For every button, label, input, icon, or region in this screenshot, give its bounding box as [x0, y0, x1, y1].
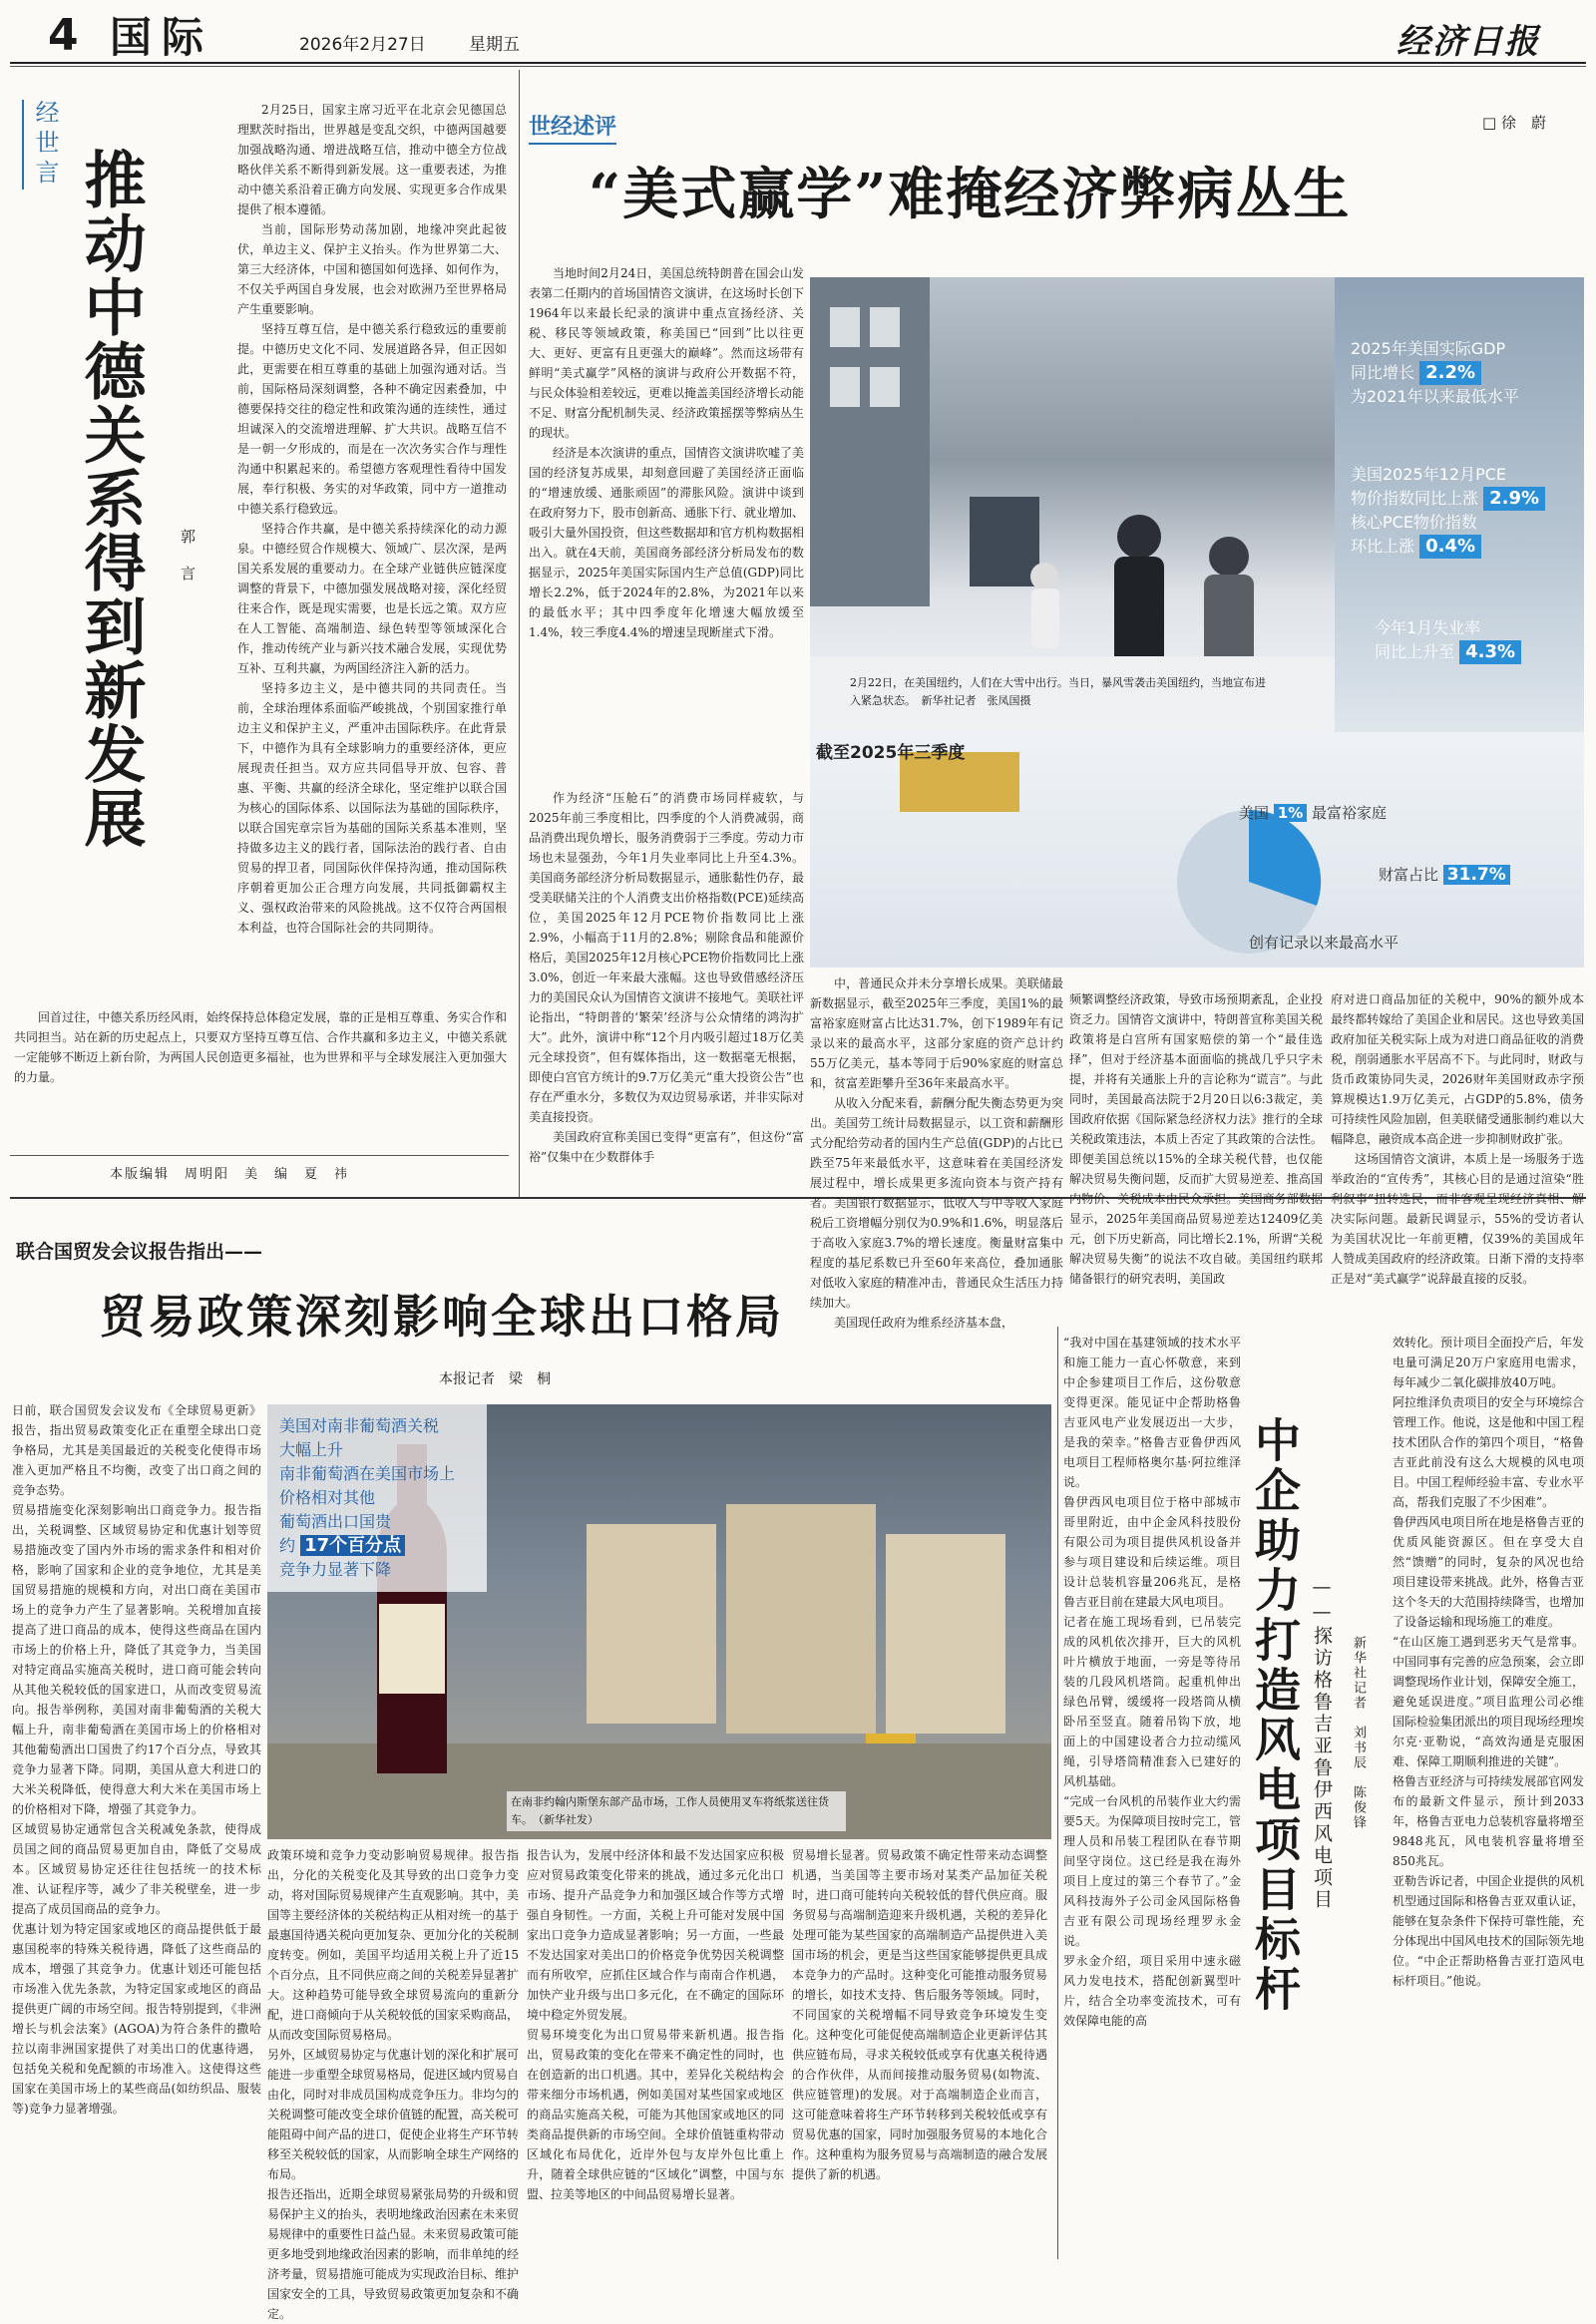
energy-subtitle: ——探访格鲁吉亚鲁伊西风电项目 — [1311, 1576, 1333, 1911]
gdp-stat: 2025年美国实际GDP 同比增长 2.2% 为2021年以来最低水平 — [1351, 339, 1519, 406]
feature-body-col1b — [529, 788, 804, 1197]
page-number: 4 — [48, 10, 79, 61]
wealth-pie-chart — [810, 732, 1584, 968]
wealth-record: 创有记录以来最高水平 — [1249, 934, 1399, 952]
energy-title: 中企助力打造风电项目标杆 — [1248, 1416, 1302, 2015]
energy-body-col1: “我对中国在基建领域的技术水平和施工能力一直心怀敬意，来到中企参建项目工作后，这份敬意变得更深。能见证中企帮助格鲁吉亚风电产业发展迈出一大步，是我的荣幸。”格鲁吉亚鲁伊西风电项目工程师格奥尔基·阿拉维泽说。 鲁伊西风电项目位于格中部城市哥里附近，由中企金风科技股份有限公司为项目提供风机设备并参与项目建设和后续运维。项目设计总装机容量206兆瓦，是格鲁吉亚目前在建最大风电项目。 记者在施工现场看到，已吊装完成的风机依次排开，巨大的风机叶片横放于地面，一旁是等待吊装的几段风机塔筒。起重机伸出绿色吊臂，缓缓将一段塔筒从横卧吊至竖直。随着吊钩下放，地面上的中国建设者合力拉动缆风绳，引导塔筒精准套入已建好的风机基础。 “完成一台风机的吊装作业大约需要5天。为保障项目按时完工，管理人员和吊装工程团队在春节期间坚守岗位。这已经是我在海外项目上度过的第三个春节了。”金风科技海外子公司金风国际格鲁吉亚有限公司现场经理罗永金说。 罗永金介绍，项目采用中速永磁风力发电技术，搭配创新翼型叶片，结合全功率变流技术，可有效保障电能的高 — [1063, 1336, 1241, 2028]
editors-credit: 本版编辑 周明阳 美 编 夏 祎 — [110, 1167, 350, 1182]
wealth-top-label: 美国 1% 最富裕家庭 — [1239, 804, 1388, 822]
wine-gap-value: 17个百分点 — [300, 1535, 405, 1556]
trade-title: 贸易政策深刻影响全球出口格局 — [100, 1290, 784, 1344]
feature-body-col3 — [1069, 989, 1323, 1325]
economy-infographic — [1335, 277, 1584, 732]
unemployment-stat: 今年1月失业率 同比上升至 4.3% — [1375, 616, 1521, 664]
pce-stat: 美国2025年12月PCE 物价指数同比上涨 2.9% 核心PCE物价指数 环比上涨 0.4% — [1351, 463, 1545, 559]
feature-paragraph: 作为经济“压舱石”的消费市场同样疲软，与2025年前三季度相比，四季度的个人消费减弱，商品消费出现负增长，服务消费弱于三季度。劳动力市场也未显强劲，今年1月失业率同比上升至4.3%。美国商务部经济分析局数据显示，通胀黏性仍存，最受美联储关注的个人消费支出价格指数(PCE)延续高位，美国2025年12月PCE物价指数同比上涨2.9%，小幅高于11月的2.8%；剔除食品和能源价格后，美国2025年12月核心PCE物价指数同比上涨3.0%，创近一年来最大涨幅。这也导致借感经济压力的美国民众认为国情咨文演讲不接地气。美联社评论指出，“特朗普的‘繁荣’经济与公众情绪的鸿沟扩大”。此外，演讲中称“12个月内吸引超过18万亿美元全球投资”，但有媒体指出，这一数据毫无根据，即使白宫官方统计的9.7万亿美元“重大投资公告”也存在严重水分，多数仅为双边贸易承诺，并非实际对美直接投资。 — [529, 791, 805, 1124]
feature-paragraph: 美国政府宣称美国已变得“更富有”，但这份“富裕”仅集中在少数群体手 — [529, 1130, 804, 1164]
section-title: 国际 — [110, 13, 214, 62]
wealth-share: 财富占比 31.7% — [1379, 864, 1510, 885]
trade-body-col4: 贸易增长显著。贸易政策不确定性带来动态调整机遇，当美国等主要市场对某类产品加征关税时，进口商可能转向关税较低的替代供应商。服务贸易与高端制造迎来升级机遇，关税的差异化处理可能为某些国家的高端制造产品提供进入美国市场的机会，更是当这些国家能够提供更具成本竞争力的产品时。这种变化可能推动服务贸易的增长，如技术支持、售后服务等领域。同时，不同国家的关税增幅不同导致竞争环境发生变化。这种变化可能促使高端制造企业更新评估其供应链布局，寻求关税较低或享有优惠关税待遇的合作伙伴，从而间接推动服务贸易(如物流、供应链管理)的发展。对于高端制造企业而言，这可能意味着将生产环节转移到关税较低或享有贸易优惠的国家，同时加强服务贸易的本地化合作。这种重构为服务贸易与高端制造的融合发展提供了新的机遇。 — [792, 1848, 1047, 2181]
commentary-body — [237, 100, 507, 935]
snowstorm-photo — [810, 277, 1335, 732]
trade-byline: 本报记者 梁 桐 — [439, 1371, 551, 1387]
trade-kicker: 联合国贸发会议报告指出—— — [16, 1241, 263, 1263]
issue-date: 2026年2月27日 — [299, 35, 426, 55]
wine-callout-line: 大幅上升 — [279, 1440, 344, 1459]
warehouse-caption: 在南非约翰内斯堡东部产品市场，工作人员使用叉车将纸浆送往货车。 （新华社发） — [507, 1791, 846, 1831]
wine-callout-line: 南非葡萄酒在美国市场上 — [279, 1464, 456, 1483]
wine-tariff-callout: 美国对南非葡萄酒关税 大幅上升 南非葡萄酒在美国市场上 价格相对其他 葡萄酒出口国贵 约 17个百分点 竞争力显著下降 — [267, 1404, 487, 1592]
feature-paragraph: 频繁调整经济政策，导致市场预期紊乱，企业投资乏力。国情咨文演讲中，特朗普宣称美国关税政策将是白宫所有国家赔偿的第一个“最佳选择”，但对于经济基本面面临的挑战几乎只字未提，并将有关通胀上升的言论称为“谎言”。与此同时，美国最高法院于2月20日以6:3裁定，美国政府依据《国际紧急经济权力法》推行的全球关税政策违法，本质上否定了其政策的合法性。即便美国总统以15%的全球关税代替，也仅能解决贸易失衡问题，反而扩大贸易逆差、推高国内物价、关税成本由民众承担。美国商务部数据显示，2025年美国商品贸易逆差达12409亿美元，创下历史新高，同比增长2.1%，所谓“关税解决贸易失衡”的说法不攻自破。美国纽约联邦储备银行的研究表明，美国政 — [1069, 992, 1323, 1286]
feature-body-col1 — [529, 263, 804, 787]
warehouse-photo — [267, 1404, 1051, 1839]
commentary-column-tag: 经世言 — [22, 100, 63, 190]
feature-author: □ 徐 蔚 — [1482, 114, 1546, 132]
trade-body-col3: 报告认为，发展中经济体和最不发达国家应积极应对贸易政策变化带来的挑战，通过多元化出口市场、提升产品竞争力和加强区域合作等方式增强自身韧性。一方面，关税上升可能对发展中国家出口竞争力造成显著影响；另一方面，一些最不发达国家对美出口的价格竞争优势因关税调整而有所收窄，应抓住区域合作与南南合作机遇，加快产业升级与出口多元化，在不确定的国际环境中稳定外贸发展。 贸易环境变化为出口贸易带来新机遇。报告指出，贸易政策的变化在带来不确定性的同时，也在创造新的出口机遇。其中，差异化关税结构会带来细分市场机遇，例如美国对某些国家或地区的商品实施高关税，可能为其他国家或地区的同类商品提供新的市场空间。全球价值链重构带动区域化布局优化，近岸外包与友岸外包比重上升，随着全球供应链的“区域化”调整，中国与东盟、拉美等地区的中间品贸易增长显著。 — [527, 1848, 784, 2201]
energy-byline: 新华社记者 刘书辰 陈俊锋 — [1351, 1636, 1366, 1830]
commentary-paragraph: 2月25日，国家主席习近平在北京会见德国总理默茨时指出，世界越是变乱交织，中德两国越要加强战略沟通、增进战略互信，推动中德全方位战略伙伴关系不断得到新发展。这一重要表述，为推动中德关系沿着正确方向发展、实现更多合作成果提供了根本遵循。 — [237, 103, 507, 216]
feature-body-col4 — [1331, 989, 1584, 1325]
feature-paragraph: 府对进口商品加征的关税中，90%的额外成本最终都转嫁给了美国企业和居民。这也导致美国政府加征关税实际上成为对进口商品征收的消费税，削弱通胀水平居高不下。与此同时，财政与货币政策协同失灵，2026财年美国财政赤字预算规模达1.9万亿美元，占GDP的5.8%，债务可持续性风险加剧，但美联储受通胀制约难以大幅降息，融资成本高企进一步抑制财政扩张。 — [1331, 992, 1584, 1146]
trade-body-col2: 政策环境和竞争力变动影响贸易规律。报告指出，分化的关税变化及其导致的出口竞争力变动，将对国际贸易规律产生直观影响。其中，美国等主要经济体的关税结构正从相对统一的基于最惠国待遇关税向更加复杂、更加分化的关税制度转变。例如，美国平均适用关税上升了近15个百分点，且不同供应商之间的关税差异显著扩大。这种趋势可能导致全球贸易流向的重新分配，进口商倾向于从关税较低的国家采购商品，从而改变国际贸易格局。 另外，区域贸易协定与优惠计划的深化和扩展可能进一步重塑全球贸易格局，促进区域内贸易自由化，同时对非成员国构成竞争压力。非均匀的关税调整可能改变全球价值链的配置，高关税可能阻碍中间产品的进口，促使企业将生产环节转移至关税较低的国家，从而影响全球生产网络的布局。 报告还指出，近期全球贸易紧张局势的升级和贸易保护主义的抬头，表明地缘政治因素在未来贸易规律中的重要性日益凸显。未来贸易政策可能更多地受到地缘政治因素的影响，而非单纯的经济考量，贸易措施可能成为实现政治目标、维护国家安全的工具，导致贸易政策更加复杂和不确定。 — [267, 1848, 520, 2321]
wealth-infographic — [810, 732, 1584, 968]
feature-paragraph: 美国现任政府为维系经济基本盘， — [834, 1316, 1014, 1330]
feature-paragraph: 中，普通民众并未分享增长成果。美联储最新数据显示，截至2025年三季度，美国1%的最富裕家庭财富占比达31.7%，创下1989年有记录以来的最高水平，这部分家庭的资产总计约55万亿美元，基本等同于后90%家庭的财富总和，贫富差距攀升至36年来最高水平。 — [810, 976, 1063, 1090]
commentary-paragraph: 坚持互尊互信，是中德关系行稳致远的重要前提。中德历史文化不同、发展道路各异，但正因如此，更需要在相互尊重的基础上加强沟通对话。当前，国际格局深刻调整，各种不确定因素叠加，中德要保持交往的稳定性和政策沟通的连续性，通过坦诚深入的交流增进理解、扩大共识。战略互信不是一朝一夕形成的，而是在一次次务实合作与理性沟通中积累起来的。希望德方客观理性看待中国发展，奉行积极、务实的对华政策，同中方一道推动中德关系行稳致远。 — [237, 322, 507, 516]
wealth-header: 截至2025年三季度 — [816, 743, 966, 763]
newspaper-logo: 经济日报 — [1396, 22, 1540, 62]
feature-paragraph: 经济是本次演讲的重点，国情咨文演讲吹嘘了美国的经济复苏成果，却刻意回避了美国经济正面临的“增速放缓、通胀顽固”的滞胀风险。演讲中谈到在政府努力下，股市创新高、通胀下行、就业增加、吸引大量外国投资，但这些数据却和官方机构数据相出入。就在4天前，美国商务部经济分析局发布的数据显示，2025年美国实际国内生产总值(GDP)同比增长2.2%，低于2024年的2.8%，为2021年以来的最低水平；其中四季度年化增速大幅放缓至1.4%，较三季度4.4%的增速呈现断崖式下滑。 — [529, 446, 805, 639]
snowstorm-illustration — [810, 277, 1335, 732]
commentary-paragraph: 坚持合作共赢，是中德关系持续深化的动力源泉。中德经贸合作规模大、领域广、层次深，是两国关系发展的重要动力。在全球产业链供应链深度调整的背景下，中德加强发展战略对接，深化经贸往来合作，既是现实需要，也是长远之策。双方应在人工智能、高端制造、绿色转型等领域深化合作，推动传统产业与新兴技术融合发展，实现优势互补、互利共赢，为两国经济注入新的活力。 — [237, 522, 507, 675]
feature-paragraph: 从收入分配来看，薪酬分配失衡态势更为突出。美国劳工统计局数据显示，以工资和薪酬形式分配给劳动者的国内生产总值(GDP)的占比已跌至75年来最低水平，这意味着在美国经济发展过程中，增长成果更多流向资本与资产持有者。美国银行数据显示，低收入与中等收入家庭税后工资增幅分别仅为0.9%和1.6%，明显落后于高收入家庭3.7%的增长速度。衡量财富集中程度的基尼系数已升至60年来高位，叠加通胀对低收入家庭的精准冲击，普通民众生活压力持续加大。 — [810, 1096, 1063, 1310]
trade-body-col1: 日前，联合国贸发会议发布《全球贸易更新》报告，指出贸易政策变化正在重塑全球出口竞争格局，尤其是美国最近的关税变化使得市场准入更加严格且不均衡，改变了出口商之间的竞争态势。 贸易措施变化深刻影响出口商竞争力。报告指出，关税调整、区域贸易协定和优惠计划等贸易措施改变了国内外市场的需求条件和相对价格，影响了国家和企业的竞争地位，尤其是美国贸易措施的规模和方向，对出口商在美国市场上的竞争力产生了显著影响。关税增加直接提高了进口商品的成本，使得这些商品在国内市场上的价格上升，降低了其竞争力，当美国对特定商品实施高关税时，进口商可能会转向从其他关税较低的国家进口，从而改变贸易流向。报告举例称，美国对南非葡萄酒的关税大幅上升，南非葡萄酒在美国市场上的价格相对其他葡萄酒出口国贵了约17个百分点，导致其竞争力显著下降。同期，美国从意大利进口的大米关税降低，使得意大利大米在美国市场上的价格相对下降，增强了其竞争力。 区域贸易协定通常包含关税减免条款，使得成员国之间的商品贸易更加自由，降低了交易成本。区域贸易协定还往往包括统一的技术标准、认证程序等，减少了非关税壁垒，进一步提高了成员国商品的竞争力。 优惠计划为特定国家或地区的商品提供低于最惠国税率的特殊关税待遇，降低了这些商品的成本，增强了其竞争力。优惠计划还可能包括市场准入优先条款，为特定国家或地区的商品提供更广阔的市场空间。报告特别提到，《非洲增长与机会法案》(AGOA)为符合条件的撒哈拉以南非洲国家提供了对美出口的优惠待遇，包括免关税和免配额的市场准入。这使得这些国家在美国市场上的某些商品(如纺织品、服装等)竞争力显著增强。 — [12, 1403, 261, 2116]
commentary-paragraph: 坚持多边主义，是中德共同的共同责任。当前，全球治理体系面临严峻挑战，个别国家推行单边主义和保护主义，严重冲击国际秩序。在此背景下，中德作为具有全球影响力的重要经济体，更应展现责任担当。双方应共同倡导开放、包容、普惠、平衡、共赢的经济全球化，坚定维护以联合国为核心的国际体系、以国际法为基础的国际秩序，以联合国宪章宗旨为基础的国际关系基本准则，坚持做多边主义的践行者，国际法治的践行者、自由贸易的捍卫者，同国际伙伴保持沟通，推动国际秩序朝着更加公正合理方向发展，共同抵御霸权主义、强权政治带来的风险挑战。这不仅符合两国根本利益，也符合国际社会的共同期待。 — [237, 681, 507, 935]
wine-callout-line: 美国对南非葡萄酒关税 — [279, 1416, 440, 1435]
feature-body-col2 — [810, 973, 1063, 1330]
feature-paragraph: 当地时间2月24日，美国总统特朗普在国会山发表第二任期内的首场国情咨文演讲，在这场时长创下1964年以来最长纪录的演讲中重点宣扬经济、关税、移民等领域政策，称美国已“回到”比以往更大、更好、更富有且更强大的巅峰”。然而这场带有鲜明“美式赢学”风格的演讲与政府公开数据不符，与民众体验相差较远，更难以掩盖美国经济增长动能不足、财富分配机制失灵、经济政策摇摆等弊病丛生的现状。 — [529, 266, 805, 440]
feature-column-tag: 世经述评 — [529, 110, 616, 145]
wine-callout-line: 葡萄酒出口国贵 — [279, 1512, 392, 1531]
wine-callout-line: 价格相对其他 — [279, 1488, 376, 1507]
commentary-author: 郭言 — [179, 529, 197, 602]
issue-weekday: 星期五 — [469, 35, 520, 55]
commentary-paragraph: 当前，国际形势动荡加剧，地缘冲突此起彼伏，单边主义、保护主义抬头。作为世界第二大、第三大经济体，中国和德国如何选择、如何作为，不仅关乎两国自身发展，也会对欧洲乃至世界格局产生重要影响。 — [237, 222, 507, 316]
commentary-closing: 回首过往，中德关系历经风雨，始终保持总体稳定发展，靠的正是相互尊重、务实合作和共同担当。站在新的历史起点上，只要双方坚持互尊互信、合作共赢和多边主义，中德关系就一定能够不断迈上新台阶，为两国人民创造更多福祉，也为世界和平与全球发展注入更加强大的力量。 — [14, 1010, 507, 1084]
feature-title: “美式赢学”难掩经济弊病丛生 — [589, 162, 1352, 227]
snowstorm-caption: 2月22日，在美国纽约，人们在大雪中出行。当日，暴风雪袭击美国纽约，当地宣布进入紧急状态。 新华社记者 张凤国摄 — [850, 676, 1266, 707]
energy-body-col2: 效转化。预计项目全面投产后，年发电量可满足20万户家庭用电需求，每年减少二氧化碳排放40万吨。 阿拉维泽负责项目的安全与环境综合管理工作。他说，这是他和中国工程技术团队合作的第四个项目，“格鲁吉亚此前没有这么大规模的风电项目。中国工程师经验丰富、专业水平高，帮我们克服了不少困难”。 鲁伊西风电项目所在地是格鲁吉亚的优质风能资源区。但在享受大自然“馈赠”的同时，复杂的风况也给项目建设带来挑战。此外，格鲁吉亚这个冬天的大范围持续降雪，也增加了设备运输和现场施工的难度。 “在山区施工遇到恶劣天气是常事。中国同事有完善的应急预案，会立即调整现场作业计划，保障安全施工，避免延误进度。”项目监理公司必维国际检验集团派出的项目现场经理埃尔克·亚勒说，“高效沟通是克服困难、保障工期顺利推进的关键”。 格鲁吉亚经济与可持续发展部官网发布的最新文件显示，预计到2033年，格鲁吉亚电力总装机容量将增至9848兆瓦，风电装机容量将增至850兆瓦。 亚勒告诉记者，中国企业提供的风机机型通过国际和格鲁吉亚双重认证，能够在复杂条件下保持可靠性能，充分体现出中国风电技术的国际领先地位。“中企正帮助格鲁吉亚打造风电标杆项目。”他说。 — [1393, 1336, 1585, 1988]
masthead — [0, 0, 1596, 60]
commentary-title: 推动中德关系得到新发展 — [74, 148, 147, 850]
feature-paragraph: 这场国情咨文演讲，本质上是一场服务于选举政治的“宣传秀”，其核心目的是通过渲染“胜利叙事”扭转选民，而非客观呈现经济真相、解决实际问题。最新民调显示，55%的受访者认为美国状况比一年前更糟，仅39%的美国成年人赞成美国政府的经济政策。日渐下滑的支持率正是对“美式赢学”说辞最直接的反驳。 — [1331, 1152, 1584, 1286]
